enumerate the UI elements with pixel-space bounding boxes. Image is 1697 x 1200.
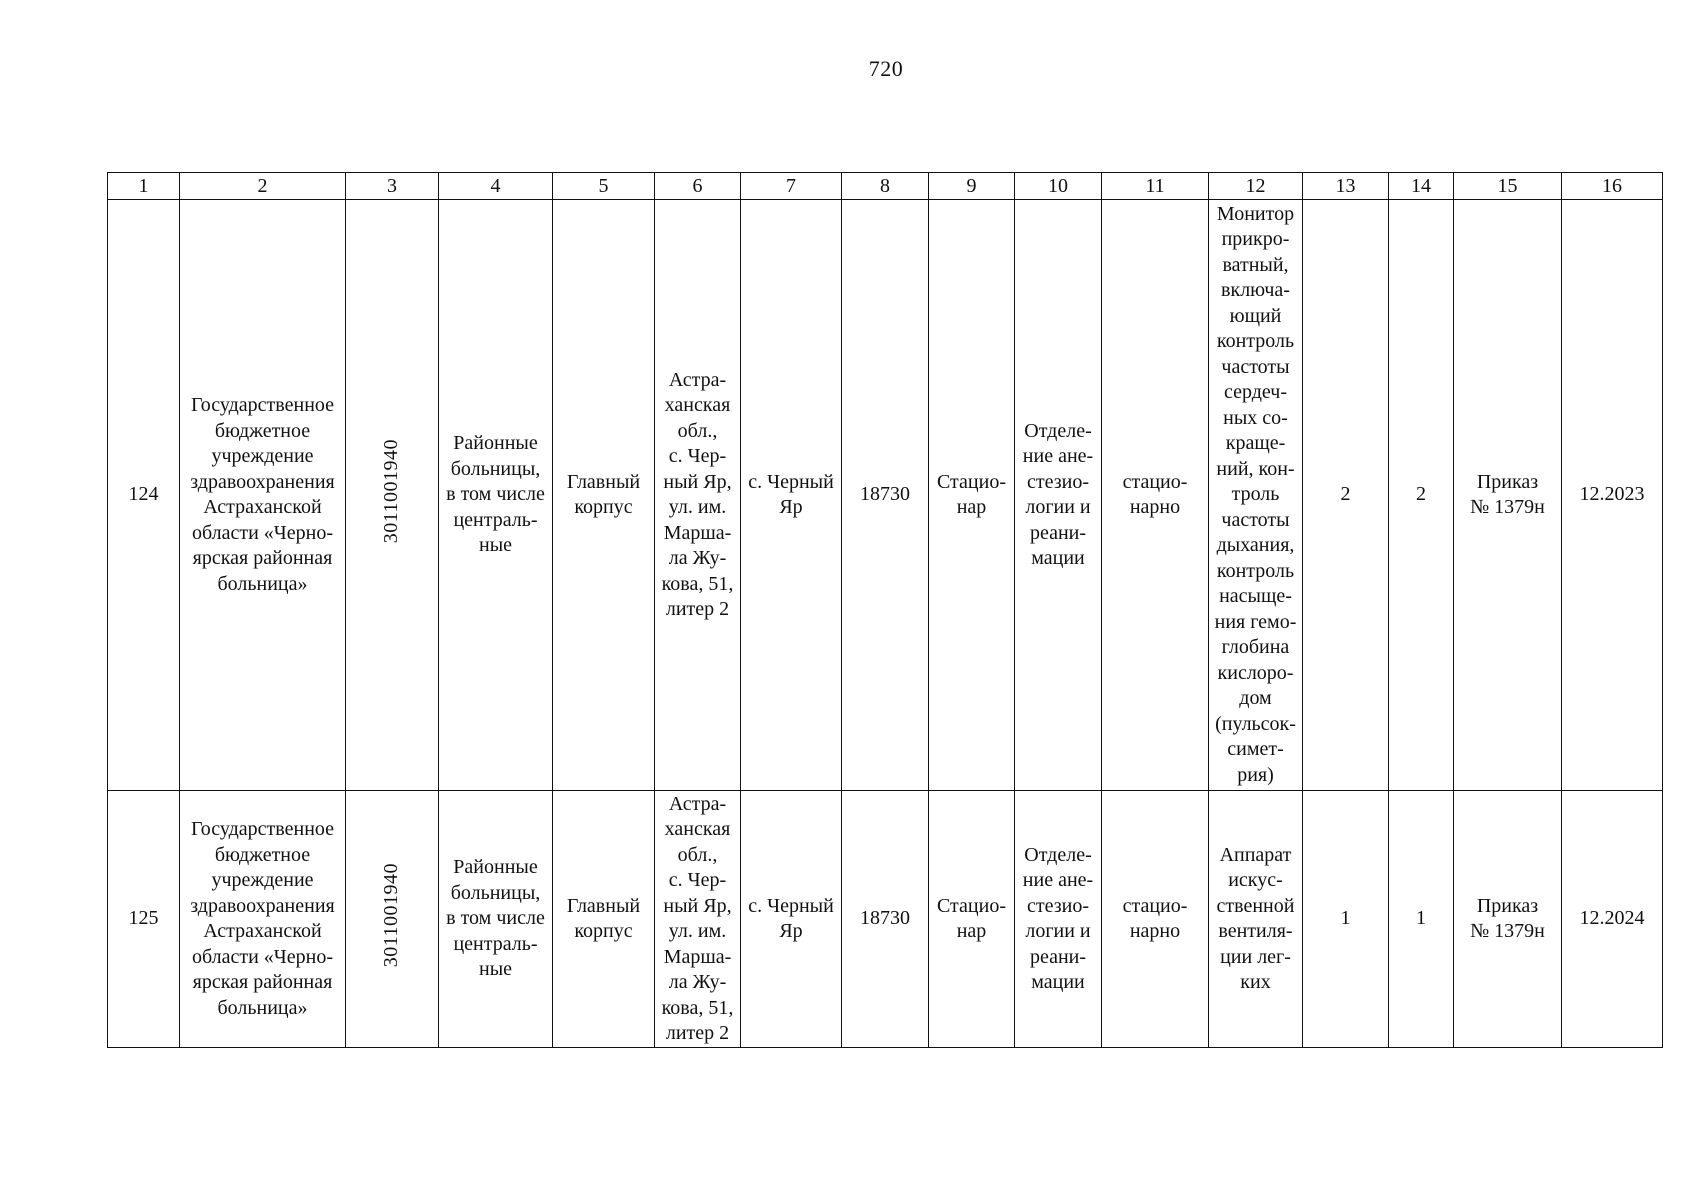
quantity-cell: 2	[1303, 200, 1389, 791]
building-cell: Главный корпус	[553, 200, 655, 791]
institution-name-cell: Государственное бюджетное учреждение здравоохранения Астраханской области «Черно- ярская районная больница»	[180, 200, 346, 791]
column-number-row	[108, 173, 1663, 200]
column-number: 1	[108, 173, 180, 200]
code-cell	[346, 200, 439, 791]
row-number-cell: 125	[108, 791, 180, 1048]
department-cell: Отделе- ние ане- стезио- логии и реани- мации	[1015, 200, 1102, 791]
column-number: 11	[1102, 173, 1209, 200]
care-type-cell: Стацио- нар	[929, 200, 1015, 791]
department-cell: Отделе- ние ане- стезио- логии и реани- мации	[1015, 791, 1102, 1048]
care-condition-cell: стацио- нарно	[1102, 200, 1209, 791]
column-number: 14	[1389, 173, 1454, 200]
column-number: 8	[842, 173, 929, 200]
address-cell: Астра- ханская обл., с. Чер- ный Яр, ул. им. Марша- ла Жу- кова, 51, литер 2	[655, 791, 741, 1048]
column-number: 6	[655, 173, 741, 200]
institution-name-cell: Государственное бюджетное учреждение здравоохранения Астраханской области «Черно- ярская районная больница»	[180, 791, 346, 1048]
quantity-cell: 1	[1303, 791, 1389, 1048]
date-cell: 12.2024	[1562, 791, 1663, 1048]
column-number: 13	[1303, 173, 1389, 200]
quantity-cell: 1	[1389, 791, 1454, 1048]
column-number: 3	[346, 173, 439, 200]
care-condition-cell: стацио- нарно	[1102, 791, 1209, 1048]
column-number: 9	[929, 173, 1015, 200]
column-number: 5	[553, 173, 655, 200]
equipment-cell: Аппарат искус- ственной вентиля- ции лег- ких	[1209, 791, 1303, 1048]
quantity-cell: 2	[1389, 200, 1454, 791]
code-text: 3011001940	[380, 439, 403, 544]
order-cell: Приказ № 1379н	[1454, 200, 1562, 791]
column-number: 2	[180, 173, 346, 200]
table-row	[108, 200, 1663, 791]
order-cell: Приказ № 1379н	[1454, 791, 1562, 1048]
institution-type-cell: Районные больницы, в том числе централь- ные	[439, 791, 553, 1048]
building-cell: Главный корпус	[553, 791, 655, 1048]
number-cell: 18730	[842, 200, 929, 791]
row-number-cell: 124	[108, 200, 180, 791]
column-number: 15	[1454, 173, 1562, 200]
column-number: 4	[439, 173, 553, 200]
care-type-cell: Стацио- нар	[929, 791, 1015, 1048]
locality-cell: с. Черный Яр	[741, 791, 842, 1048]
column-number: 16	[1562, 173, 1663, 200]
column-number: 10	[1015, 173, 1102, 200]
equipment-register-table	[107, 172, 1663, 1048]
institution-type-cell: Районные больницы, в том числе централь- ные	[439, 200, 553, 791]
code-text: 3011001940	[380, 863, 403, 968]
page-number: 720	[868, 56, 904, 81]
code-cell	[346, 791, 439, 1048]
column-number: 7	[741, 173, 842, 200]
number-cell: 18730	[842, 791, 929, 1048]
locality-cell: с. Черный Яр	[741, 200, 842, 791]
address-cell: Астра- ханская обл., с. Чер- ный Яр, ул. им. Марша- ла Жу- кова, 51, литер 2	[655, 200, 741, 791]
equipment-cell: Монитор прикро- ватный, включа- ющий контроль частоты сердеч- ных со- краще- ний, кон- троль частоты дыхания, контроль насыще- ния гемо- глобина кислоро- дом (пульсок- симет- рия)	[1209, 200, 1303, 791]
date-cell: 12.2023	[1562, 200, 1663, 791]
table-row	[108, 791, 1663, 1048]
column-number: 12	[1209, 173, 1303, 200]
